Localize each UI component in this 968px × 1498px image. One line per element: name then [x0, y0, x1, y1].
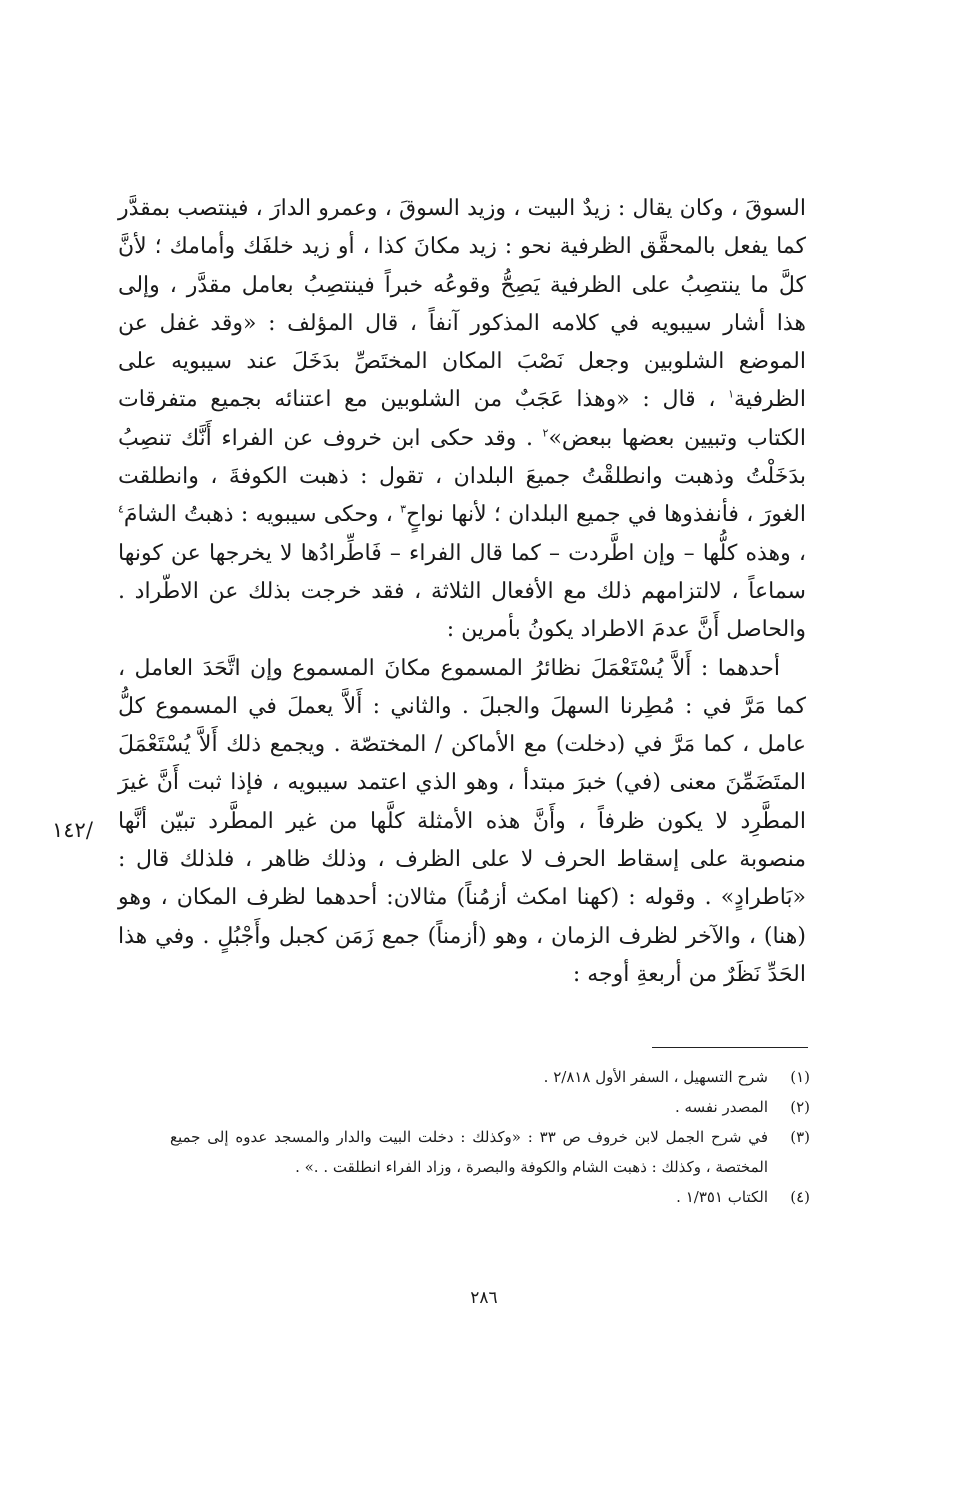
footnote: [170, 1092, 810, 1122]
paragraph-1-part-a: السوقَ ، وكان يقال : زيدٌ البيت ، وزيد السوقَ ، وعمرو الدارَ ، فينتصب بمقدَّر كما يفعل بالمحقَّق الظرفية نحو : زيد مكانَ كذا ، أو زيد خلفَك وأمامك ؛ لأنَّ كلَّ ما ينتصِبُ على الظرفية يَصِحُّ وقوعُه خبراً فينتصِبُ بعامل مقدَّر ، وإلى هذا أشار سيبويه في كلامه المذكور آنفاً ، قال المؤلف : «وقد غفل عن الموضع الشلوبين وجعل نَصْبَ المكان المختَصِّ بدَخَلَ عند سيبويه على الظرفية: [118, 196, 806, 413]
footnote-text: المصدر نفسه .: [674, 1098, 768, 1116]
main-text: [118, 190, 806, 994]
paragraph-2: أحدهما : أَلاَّ يُسْتَعْمَلَ نظائرُ المسموع مكانَ المسموع وإن اتَّحَدَ العامل ، كما مَرَّ في : مُطِرنا السهلَ والجبلَ . والثاني : أَلاَّ يعملَ في المسموع كلُّ عامل ، كما مَرَّ في (دخلت) مع الأماكن / المختصّة . ويجمع ذلك أَلاَّ يُسْتَعْمَلَ المتَضَمِّنَ معنى (في) خبرَ مبتدأ ، وهو الذي اعتمد سيبويه ، فإذا ثبت أَنَّ غيرَ المطَّرِد لا يكون ظرفاً ، وأَنَّ هذه الأمثلة كلَّها من غير المطَّرد تبيّن أنَّها منصوبة على إسقاط الحرف لا على الظرف ، وذلك ظاهر ، فلذلك قال : «بَاطرادٍ» . وقوله : (كهنا امكث أزمُناً) مثالان: أحدهما لظرف المكان ، وهو (هنا) ، والآخر لظرف الزمان ، وهو (أزمناً) جمع زَمَن كجبل وأَجْبُلٍ . وفي هذا الحَدِّ نَظَرٌ من أربعةِ أوجه :: [118, 655, 806, 987]
paragraph-1-part-c: . وقد حكى ابن خروف عن الفراء أَنَّك تنصِبُ بدَخَلْتُ وذهبت وانطلقْتُ جميعَ البلدان ، تقول : ذهبت الكوفةَ ، وانطلقت الغورَ ، فأنفذوها في جميع البلدان ؛ لأنها نواحٍ: [118, 425, 806, 528]
footnote-number: (٣): [790, 1128, 810, 1146]
footnote-text: شرح التسهيل ، السفر الأول ٢/٨١٨ .: [543, 1068, 768, 1086]
footnote-ref-1: ١: [728, 388, 735, 402]
footnote-number: (١): [790, 1068, 810, 1086]
footnote-number: (٤): [790, 1188, 810, 1206]
footnote-ref-2: ٢: [542, 426, 549, 440]
footnote-ref-3: ٣: [400, 503, 407, 517]
paragraph-1-part-d: ، وحكى سيبويه : ذهبتُ الشامَ: [123, 502, 401, 528]
page-number: ٢٨٦: [470, 1288, 498, 1308]
footnotes: [170, 1062, 810, 1212]
footnote: [170, 1122, 810, 1182]
footnote-text: الكتاب ١/٣٥١ .: [676, 1188, 768, 1206]
paragraph-1-part-b: ، قال : «وهذا عَجَبٌ من الشلوبين مع اعتنائه بجميع متفرقات الكتاب وتبيين بعضها ببعض»: [118, 387, 806, 451]
footnote-number: (٢): [790, 1098, 810, 1116]
footnote-ref-4: ٤: [118, 503, 124, 517]
paragraph-1-part-e: ، وهذه كلُّها – وإن اطَّردت – كما قال الفراء – فَاطِّرادُها لا يخرجها عن كونها سماعاً ، لالتزامهم ذلك مع الأفعال الثلاثة ، فقد خرجت بذلك عن الاطّراد . والحاصل أَنَّ عدمَ الاطراد يكونُ بأمرين :: [118, 540, 806, 643]
footnote: [170, 1182, 810, 1212]
footnote-separator: [652, 1047, 808, 1048]
paragraph-1: [118, 190, 806, 650]
manuscript-folio-marker: /١٤٢: [52, 818, 93, 842]
footnote-text: في شرح الجمل لابن خروف ص ٣٣ : «وكذلك : دخلت البيت والدار والمسجد عدوه إلى جميع المختصة ، وكذلك : ذهبت الشام والكوفة والبصرة ، وزاد الفراء انطلقت . .» .: [170, 1128, 768, 1176]
footnote: [170, 1062, 810, 1092]
